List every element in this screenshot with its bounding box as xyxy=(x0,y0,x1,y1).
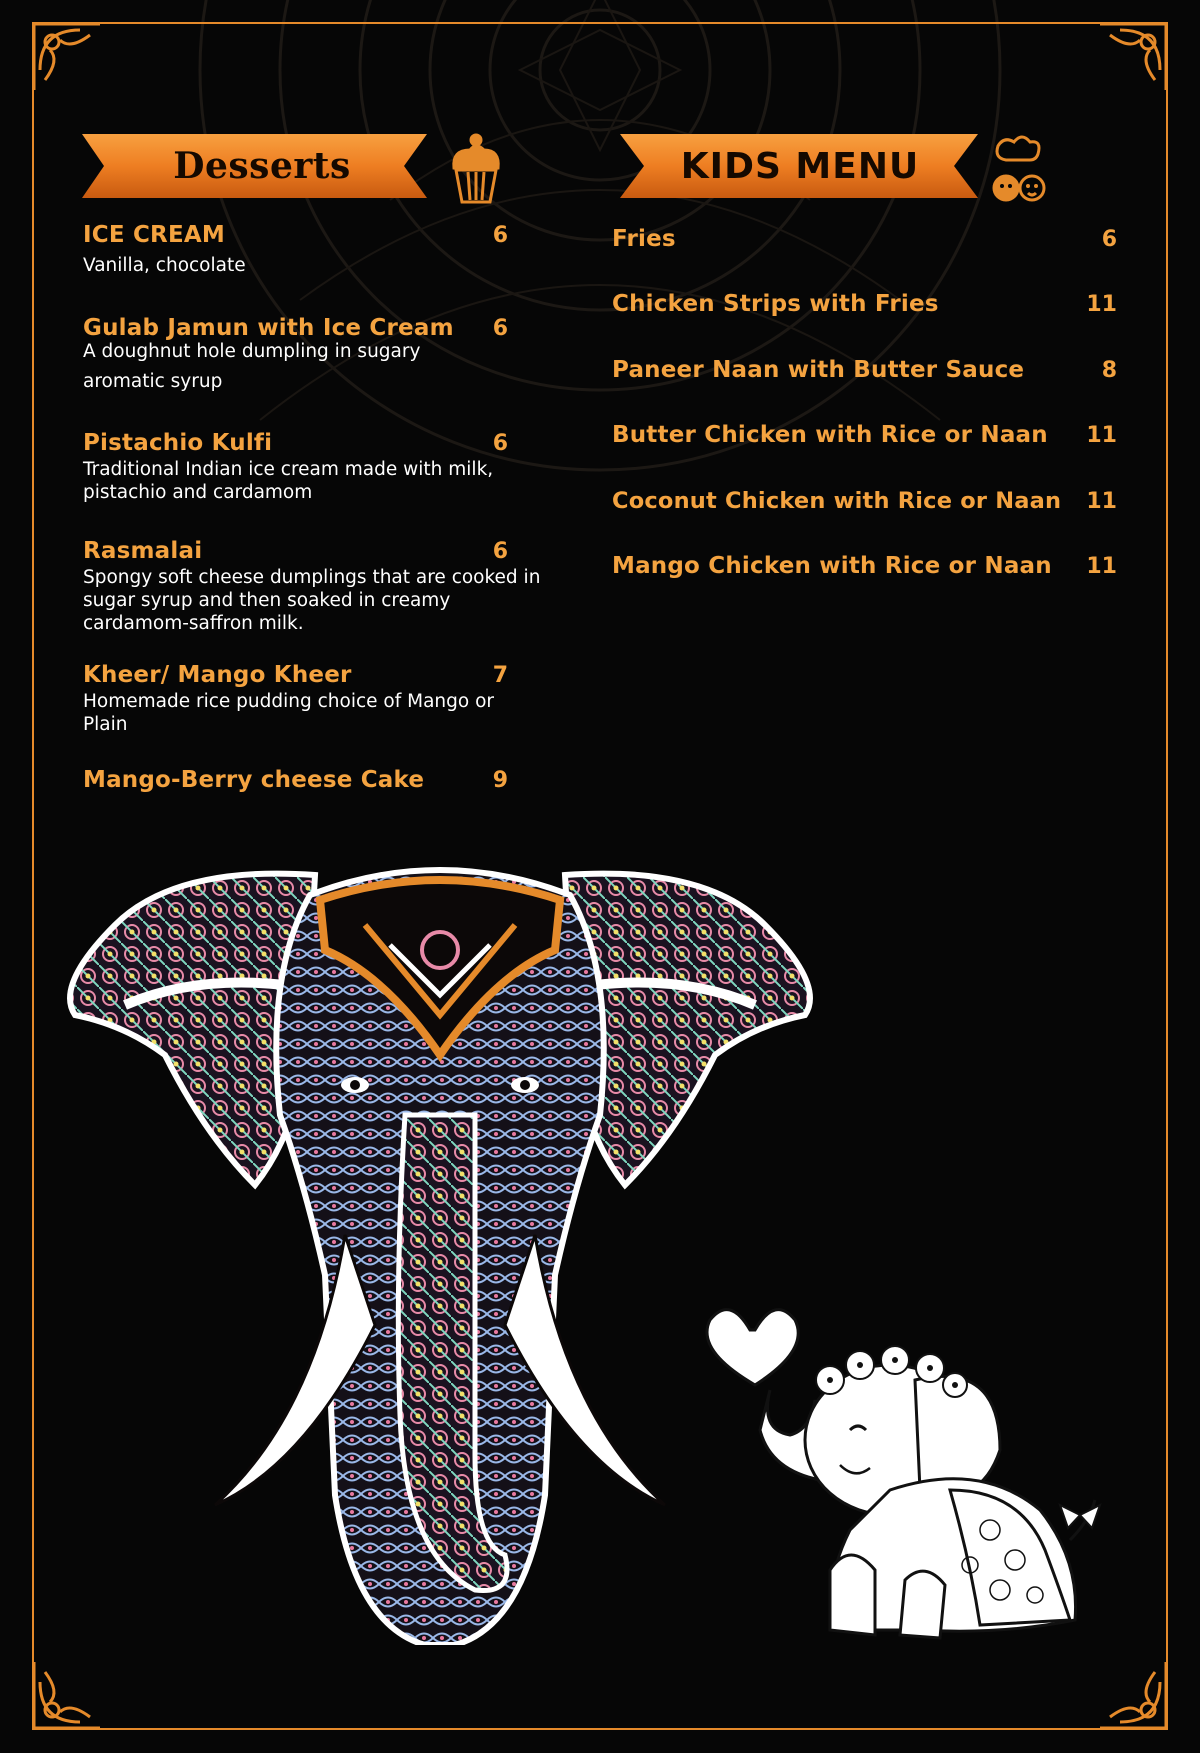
item-description: A doughnut hole dumpling in sugary aromatic syrup xyxy=(83,341,421,392)
item-price: 7 xyxy=(492,663,508,688)
corner-ornament-icon xyxy=(1090,20,1170,100)
item-description: Spongy soft cheese dumplings that are cooked in sugar syrup and then soaked in creamy cardamom-saffron milk. xyxy=(83,567,541,634)
list-item xyxy=(83,430,543,504)
item-name: Coconut Chicken with Rice or Naan xyxy=(612,488,1062,514)
item-name: Kheer/ Mango Kheer xyxy=(83,662,352,688)
kids-menu-title: KIDS MENU xyxy=(680,145,920,187)
item-price: 8 xyxy=(1101,358,1117,383)
item-name: Chicken Strips with Fries xyxy=(612,291,939,317)
item-name: Rasmalai xyxy=(83,538,203,564)
item-name: Pistachio Kulfi xyxy=(83,430,273,456)
item-price: 6 xyxy=(492,431,508,456)
item-description: Vanilla, chocolate xyxy=(83,255,246,276)
list-item xyxy=(83,315,543,397)
item-price: 6 xyxy=(1101,227,1117,252)
item-name: Mango Chicken with Rice or Naan xyxy=(612,553,1052,579)
list-item xyxy=(612,553,1117,579)
desserts-banner xyxy=(82,130,442,202)
corner-ornament-icon xyxy=(30,1652,110,1732)
list-item xyxy=(612,226,1117,252)
list-item xyxy=(83,662,543,736)
list-item xyxy=(612,357,1117,383)
list-item xyxy=(612,422,1117,448)
cupcake-icon xyxy=(446,130,506,206)
item-name: Fries xyxy=(612,226,676,252)
chef-kids-icon xyxy=(984,130,1054,206)
item-name: Butter Chicken with Rice or Naan xyxy=(612,422,1048,448)
corner-ornament-icon xyxy=(1090,1652,1170,1732)
item-price: 6 xyxy=(492,316,508,341)
item-description: Homemade rice pudding choice of Mango or Plain xyxy=(83,691,495,735)
item-name: Gulab Jamun with Ice Cream xyxy=(83,315,454,341)
item-price: 11 xyxy=(1086,292,1117,317)
item-price: 11 xyxy=(1086,554,1117,579)
item-name: Paneer Naan with Butter Sauce xyxy=(612,357,1025,383)
desserts-title: Desserts xyxy=(173,145,351,187)
item-price: 6 xyxy=(492,223,508,248)
baby-elephant-illustration xyxy=(700,1290,1110,1650)
item-price: 9 xyxy=(492,768,508,793)
list-item xyxy=(83,222,543,277)
list-item xyxy=(83,767,543,793)
list-item xyxy=(612,488,1117,514)
item-name: Mango-Berry cheese Cake xyxy=(83,767,425,793)
item-price: 6 xyxy=(492,539,508,564)
list-item xyxy=(612,291,1117,317)
kids-menu-banner xyxy=(620,130,980,202)
item-price: 11 xyxy=(1086,423,1117,448)
corner-ornament-icon xyxy=(30,20,110,100)
list-item xyxy=(83,538,553,635)
item-price: 11 xyxy=(1086,489,1117,514)
item-name: ICE CREAM xyxy=(83,222,225,248)
item-description: Traditional Indian ice cream made with milk, pistachio and cardamom xyxy=(83,459,494,503)
